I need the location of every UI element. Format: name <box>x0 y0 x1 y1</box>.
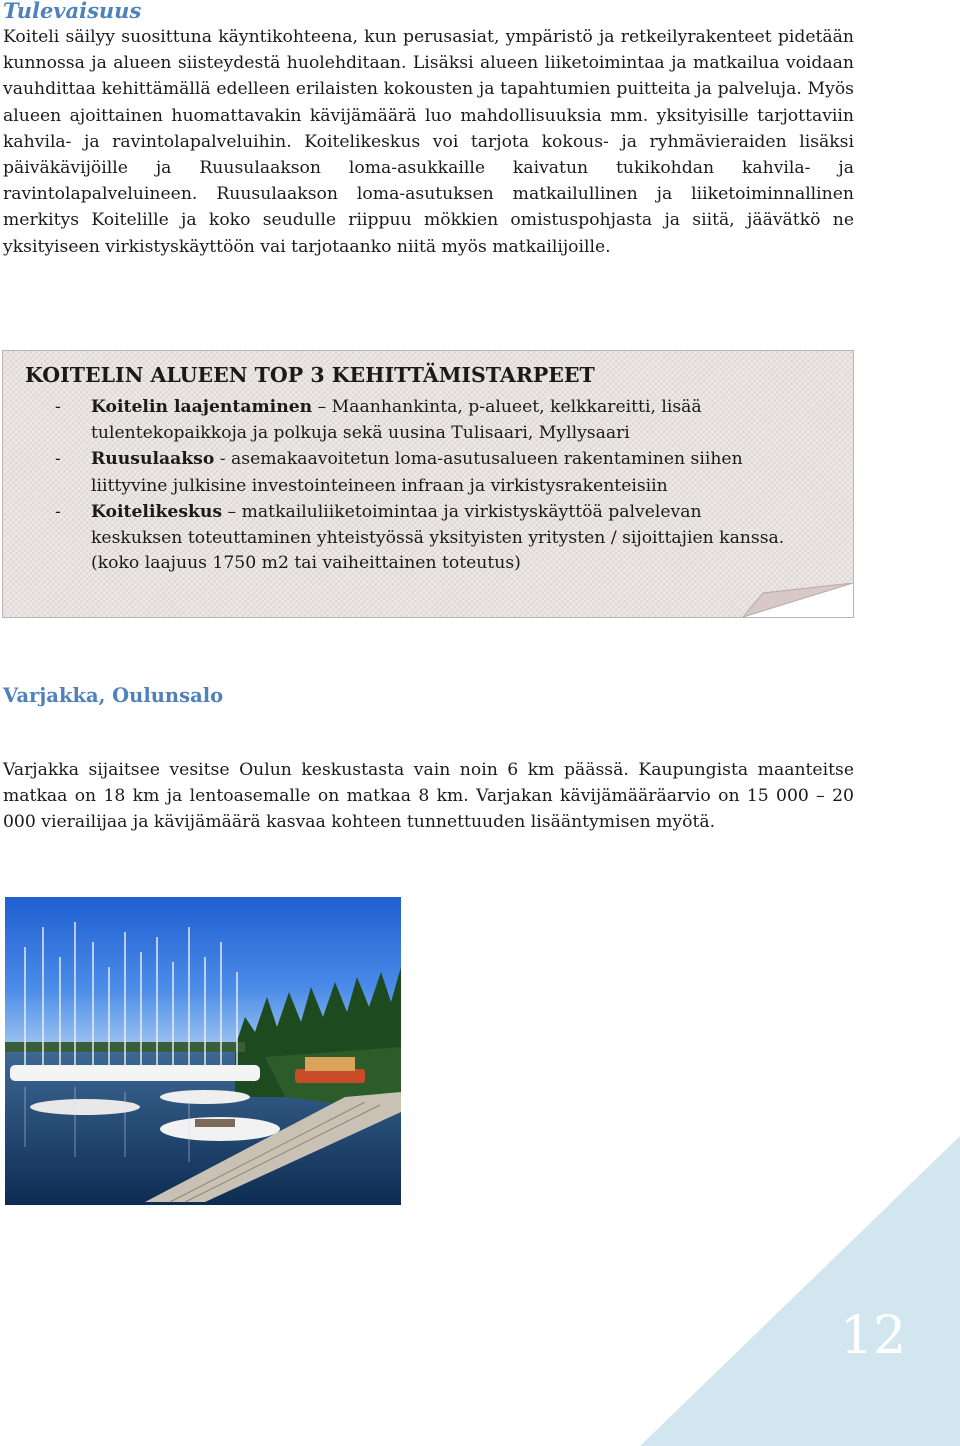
list-dash: - <box>55 501 61 522</box>
page-curl-corner <box>743 583 853 617</box>
list-item <box>55 446 795 498</box>
top3-callout-box <box>2 350 854 618</box>
page-number: 12 <box>840 1306 907 1366</box>
list-item-text: Maanhankinta, p-alueet, kelkkareitti, lisää tulentekopaikkoja ja polkuja sekä uusina Tulisaari, Myllysaari <box>91 397 702 444</box>
callout-note: (koko laajuus 1750 m2 tai vaiheittainen toteutus) <box>91 553 521 573</box>
list-item <box>55 499 795 551</box>
list-item-term: Ruusulaakso <box>91 449 215 470</box>
callout-list <box>55 394 795 551</box>
list-item-term: Koitelin laajentaminen <box>91 397 313 417</box>
page-corner-decoration <box>640 1136 960 1446</box>
harbor-photo <box>5 897 401 1205</box>
list-dash: - <box>55 449 61 470</box>
list-item-separator: - <box>214 449 232 470</box>
section-title-tulevaisuus: Tulevaisuus <box>3 0 142 23</box>
callout-title: KOITELIN ALUEEN TOP 3 KEHITTÄMISTARPEET <box>25 363 595 387</box>
paragraph-varjakka: Varjakka sijaitsee vesitse Oulun keskustasta vain noin 6 km päässä. Kaupungista maanteitse matkaa on 18 km ja lentoasemalle on matkaa 8 km. Varjakan kävijämääräarvio on 15 000 – 20 000 vierailijaa ja kävijämäärä kasvaa kohteen tunnettuuden lisääntymisen myötä. <box>3 760 854 833</box>
list-item <box>55 394 795 446</box>
list-item-text: asemakaavoitetun loma-asutusalueen rakentaminen siihen liittyvine julkisine investointeineen infraan ja virkistysrakenteisiin <box>91 449 743 496</box>
list-item-separator: – <box>312 397 332 417</box>
list-item-text: matkailuliiketoimintaa ja virkistyskäyttöä palvelevan keskuksen toteuttaminen yhteistyössä yksityisten yritysten / sijoittajien kanssa. <box>91 501 785 549</box>
paragraph-tulevaisuus: Koiteli säilyy suosittuna käyntikohteena, kun perusasiat, ympäristö ja retkeilyrakenteet pidetään kunnossa ja alueen siisteydestä huolehditaan. Lisäksi alueen liiketoimintaa ja matkailua voidaan vauhdittaa kehittämällä edelleen erilaisten kokousten ja tapahtumien puitteita ja palveluja. Myös alueen ajoittainen huomattavakin kävijämäärä luo mahdollisuuksia mm. yksityisille tarjottaviin kahvila- ja ravintolapalveluihin. Koitelikeskus voi tarjota kokous- ja ryhmävieraiden lisäksi päiväkävijöille ja Ruusulaakson loma-asukkaille kaivatun tukikohdan kahvila- ja ravintolapalveluineen. Ruusulaakson loma-asutuksen matkailullinen ja liiketoiminnallinen merkitys Koitelille ja koko seudulle riippuu mökkien omistuspohjasta ja siitä, jäävätkö ne yksityiseen virkistyskäyttöön vai tarjotaanko niitä myös matkailijoille. <box>3 27 854 257</box>
section-title-varjakka: Varjakka, Oulunsalo <box>3 684 224 707</box>
list-item-term: Koitelikeskus <box>91 501 223 522</box>
list-dash: - <box>55 397 61 417</box>
list-item-separator: – <box>222 501 242 522</box>
